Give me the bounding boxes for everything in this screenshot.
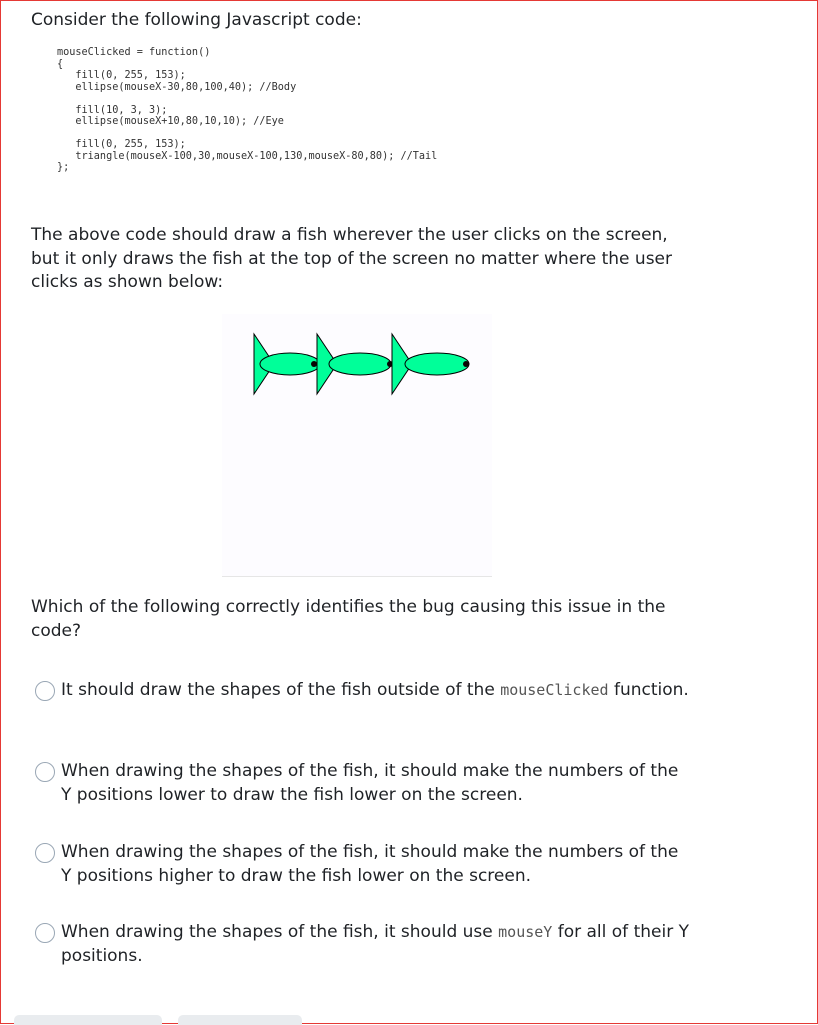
answer-option-4-text	[61, 921, 693, 968]
inline-code: mouseClicked	[500, 681, 609, 699]
radio-button[interactable]	[35, 762, 55, 782]
option-text: function.	[608, 680, 689, 700]
fish-3-body	[405, 353, 469, 375]
fish-2	[317, 334, 393, 394]
inline-code: mouseY	[498, 923, 553, 941]
answer-option-3-text: When drawing the shapes of the fish, it should make the numbers of the Y positions higher to draw the fish lower on the screen.	[61, 842, 679, 886]
fish-1	[254, 334, 320, 394]
answer-option-3[interactable]	[33, 841, 693, 888]
fish-1-eye	[311, 361, 317, 367]
answer-option-2[interactable]	[33, 760, 693, 807]
fish-3	[392, 334, 469, 394]
question-prompt: Consider the following Javascript code:	[31, 10, 362, 30]
fish-illustration	[222, 314, 492, 577]
answer-option-1[interactable]	[33, 679, 693, 703]
option-text: When drawing the shapes of the fish, it should use	[61, 922, 499, 942]
question-header	[31, 9, 691, 174]
radio-button[interactable]	[35, 843, 55, 863]
radio-button[interactable]	[35, 681, 55, 701]
radio-button[interactable]	[35, 923, 55, 943]
fish-2-body	[329, 353, 391, 375]
option-text: It should draw the shapes of the fish outside of the	[61, 680, 501, 700]
answer-option-1-text	[61, 679, 689, 703]
answer-option-2-text: When drawing the shapes of the fish, it should make the numbers of the Y positions lower to draw the fish lower on the screen.	[61, 761, 679, 805]
fish-3-eye	[463, 361, 469, 367]
fish-canvas	[222, 314, 492, 576]
answer-option-4[interactable]	[33, 921, 693, 968]
question-stem: Which of the following correctly identifies the bug causing this issue in the code?	[31, 597, 666, 641]
option-text: for all of their Y positions.	[61, 922, 689, 966]
problem-description: The above code should draw a fish wherever the user clicks on the screen, but it only draws the fish at the top of the screen no matter where the user clicks as shown below:	[31, 225, 672, 292]
code-block: mouseClicked = function() { fill(0, 255, 153); ellipse(mouseX-30,80,100,40); //Body fill(10, 3, 3); ellipse(mouseX+10,80,10,10); //Eye fill(0, 255, 153); triangle(mouseX-100,30,mouseX-100,130,mouseX-80,80); //Tail };	[57, 47, 438, 173]
